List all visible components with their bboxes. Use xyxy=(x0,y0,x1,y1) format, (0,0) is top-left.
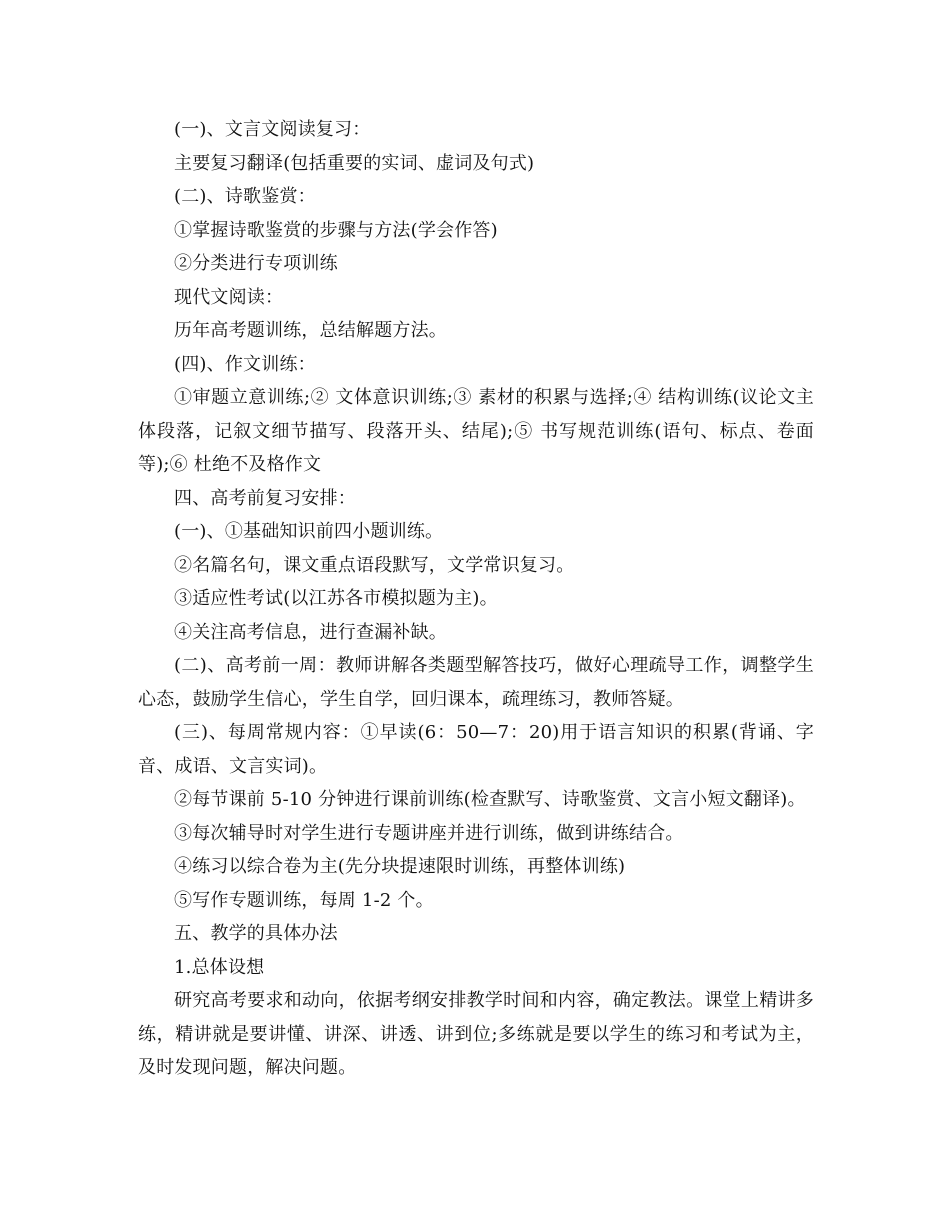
paragraph-overall-plan: 1.总体设想 xyxy=(174,956,265,978)
paragraph-poetry-training: ②分类进行专项训练 xyxy=(174,253,338,274)
paragraph-research-requirements: 研究高考要求和动向，依据考纲安排教学时间和内容，确定教法。课堂上精讲多练，精讲就是要讲懂、讲深、讲透、讲到位;多练就是要以学生的练习和考试为主，及时发现问题，解决问题。 xyxy=(138,990,814,1078)
paragraph-classical-chinese-review: (一)、文言文阅读复习： xyxy=(174,119,371,140)
paragraph-tutoring: ③每次辅导时对学生进行专题讲座并进行训练，做到讲练结合。 xyxy=(174,822,684,844)
paragraph-translation-review: 主要复习翻译(包括重要的实词、虚词及句式) xyxy=(174,152,535,174)
paragraph-basic-knowledge: (一)、①基础知识前四小题训练。 xyxy=(174,521,444,542)
paragraph-exam-training: 历年高考题训练，总结解题方法。 xyxy=(174,320,447,341)
paragraph-composition-items: ①审题立意训练;② 文体意识训练;③ 素材的积累与选择;④ 结构训练(议论文主体段落，记叙文细节描写、段落开头、结尾);⑤ 书写规范训练(语句、标点、卷面等);⑥ 杜绝不及格作文 xyxy=(138,387,814,475)
paragraph-week-before-exam: (二)、高考前一周：教师讲解各类题型解答技巧，做好心理疏导工作，调整学生心态，鼓励学生信心，学生自学，回归课本，疏理练习，教师答疑。 xyxy=(138,655,814,710)
paragraph-poetry-method: ①掌握诗歌鉴赏的步骤与方法(学会作答) xyxy=(174,219,498,241)
paragraph-poetry-appreciation: (二)、诗歌鉴赏： xyxy=(174,186,316,207)
paragraph-weekly-routine: (三)、每周常规内容：①早读(6：50—7：20)用于语言知识的积累(背诵、字音、成语、文言实词)。 xyxy=(138,722,814,777)
paragraph-pre-exam-arrangement: 四、高考前复习安排： xyxy=(174,487,356,509)
document-body xyxy=(138,113,814,1085)
paragraph-composition-training: (四)、作文训练： xyxy=(174,353,316,375)
paragraph-exam-info: ④关注高考信息，进行查漏补缺。 xyxy=(174,621,447,643)
paragraph-teaching-methods: 五、教学的具体办法 xyxy=(174,923,338,944)
paragraph-writing-training: ⑤写作专题训练，每周 1-2 个。 xyxy=(174,889,434,911)
paragraph-pre-class-training: ②每节课前 5-10 分钟进行课前训练(检查默写、诗歌鉴赏、文言小短文翻译)。 xyxy=(174,789,806,810)
paragraph-recitation: ②名篇名句，课文重点语段默写，文学常识复习。 xyxy=(174,554,575,576)
paragraph-practice: ④练习以综合卷为主(先分块提速限时训练，再整体训练) xyxy=(174,856,626,877)
paragraph-modern-reading: 现代文阅读： xyxy=(174,286,284,308)
paragraph-adaptive-exam: ③适应性考试(以江苏各市模拟题为主)。 xyxy=(174,588,498,609)
